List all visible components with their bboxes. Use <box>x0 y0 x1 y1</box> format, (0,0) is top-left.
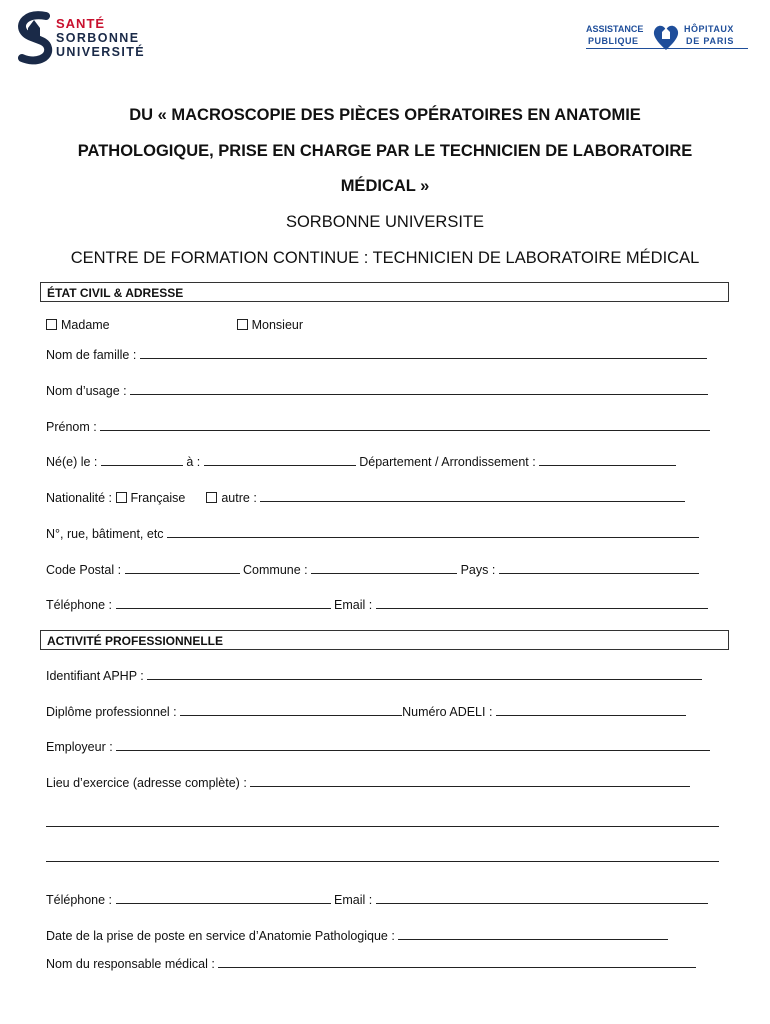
training-centre-subtitle: CENTRE DE FORMATION CONTINUE : TECHNICIEN DE LABORATOIRE MÉDICAL <box>70 249 700 267</box>
commune-label: Commune : <box>243 563 308 577</box>
lieu-exercice-line-2[interactable] <box>46 826 719 827</box>
code-postal-row <box>46 561 699 577</box>
lieu-exercice-line-3[interactable] <box>46 861 719 862</box>
document-title-line-2: PATHOLOGIQUE, PRISE EN CHARGE PAR LE TECHNICIEN DE LABORATOIRE <box>77 142 693 160</box>
logo-de-paris-text: DE PARIS <box>686 36 735 46</box>
responsable-field[interactable] <box>218 955 696 968</box>
diplome-row <box>46 703 686 719</box>
employeur-row <box>46 738 710 754</box>
commune-field[interactable] <box>311 561 457 574</box>
nationalite-label: Nationalité : <box>46 491 113 505</box>
code-postal-field[interactable] <box>125 561 240 574</box>
diplome-field[interactable] <box>180 703 402 716</box>
nom-famille-row <box>46 346 707 362</box>
autre-checkbox[interactable] <box>206 492 217 503</box>
prenom-row <box>46 418 710 434</box>
telephone-email-row <box>46 596 708 612</box>
francaise-label: Française <box>130 491 186 505</box>
identifiant-field[interactable] <box>147 667 702 680</box>
madame-checkbox[interactable] <box>46 319 57 330</box>
autre-option[interactable] <box>206 491 256 505</box>
telephone-field[interactable] <box>116 596 331 609</box>
pays-field[interactable] <box>499 561 699 574</box>
logo-publique-text: PUBLIQUE <box>588 36 639 46</box>
nom-usage-row <box>46 382 708 398</box>
aphp-logo <box>586 22 748 52</box>
pro-email-label: Email : <box>334 893 373 907</box>
rue-label: N°, rue, bâtiment, etc <box>46 527 164 541</box>
lieu-exercice-field[interactable] <box>250 774 690 787</box>
francaise-option[interactable] <box>116 491 186 505</box>
sorbonne-sante-logo <box>12 10 152 68</box>
telephone-label: Téléphone : <box>46 598 113 612</box>
logo-universite-text: UNIVERSITÉ <box>56 45 146 59</box>
university-subtitle: SORBONNE UNIVERSITE <box>285 213 485 231</box>
logo-sante-text: SANTÉ <box>56 16 106 31</box>
pro-telephone-email-row <box>46 891 708 907</box>
ne-le-label: Né(e) le : <box>46 455 98 469</box>
pro-telephone-field[interactable] <box>116 891 331 904</box>
logo-sorbonne-text: SORBONNE <box>56 31 140 45</box>
autre-nationalite-field[interactable] <box>260 489 685 502</box>
madame-label: Madame <box>61 318 110 332</box>
employeur-label: Employeur : <box>46 740 113 754</box>
nom-famille-field[interactable] <box>140 346 707 359</box>
logo-assistance-text: ASSISTANCE <box>586 24 644 34</box>
email-label: Email : <box>334 598 373 612</box>
autre-label: autre : <box>221 491 257 505</box>
adeli-label: Numéro ADELI : <box>402 705 493 719</box>
lieu-exercice-row <box>46 774 690 790</box>
prenom-label: Prénom : <box>46 420 97 434</box>
nationalite-row <box>46 489 685 505</box>
lieu-naissance-field[interactable] <box>204 453 356 466</box>
employeur-field[interactable] <box>116 738 710 751</box>
responsable-row <box>46 955 696 971</box>
prenom-field[interactable] <box>100 418 710 431</box>
pro-telephone-label: Téléphone : <box>46 893 113 907</box>
pro-email-field[interactable] <box>376 891 708 904</box>
adeli-field[interactable] <box>496 703 686 716</box>
monsieur-checkbox[interactable] <box>237 319 248 330</box>
nom-famille-label: Nom de famille : <box>46 348 137 362</box>
madame-option[interactable] <box>46 318 110 332</box>
document-title-line-1: DU « MACROSCOPIE DES PIÈCES OPÉRATOIRES EN ANATOMIE <box>129 106 641 124</box>
civility-row <box>46 318 303 332</box>
email-field[interactable] <box>376 596 708 609</box>
naissance-row <box>46 453 676 469</box>
francaise-checkbox[interactable] <box>116 492 127 503</box>
responsable-label: Nom du responsable médical : <box>46 957 215 971</box>
date-poste-row <box>46 927 668 943</box>
identifiant-row <box>46 667 702 683</box>
date-poste-field[interactable] <box>398 927 668 940</box>
nom-usage-field[interactable] <box>130 382 708 395</box>
monsieur-option[interactable] <box>237 318 303 332</box>
date-poste-label: Date de la prise de poste en service d’Anatomie Pathologique : <box>46 929 395 943</box>
rue-field[interactable] <box>167 525 699 538</box>
logo-underline <box>586 48 748 49</box>
pays-label: Pays : <box>460 563 496 577</box>
nom-usage-label: Nom d’usage : <box>46 384 127 398</box>
identifiant-label: Identifiant APHP : <box>46 669 144 683</box>
diplome-label: Diplôme professionnel : <box>46 705 177 719</box>
document-title-line-3: MÉDICAL » <box>340 177 430 195</box>
section-heading-activite: ACTIVITÉ PROFESSIONNELLE <box>40 630 729 650</box>
adresse-row <box>46 525 699 541</box>
section-heading-etat-civil: ÉTAT CIVIL & ADRESSE <box>40 282 729 302</box>
monsieur-label: Monsieur <box>251 318 304 332</box>
lieu-exercice-label: Lieu d’exercice (adresse complète) : <box>46 776 247 790</box>
lieu-naissance-label: à : <box>186 455 201 469</box>
date-naissance-field[interactable] <box>101 453 183 466</box>
departement-field[interactable] <box>539 453 676 466</box>
code-postal-label: Code Postal : <box>46 563 122 577</box>
logo-hopitaux-text: HÔPITAUX <box>684 24 734 34</box>
departement-label: Département / Arrondissement : <box>359 455 536 469</box>
